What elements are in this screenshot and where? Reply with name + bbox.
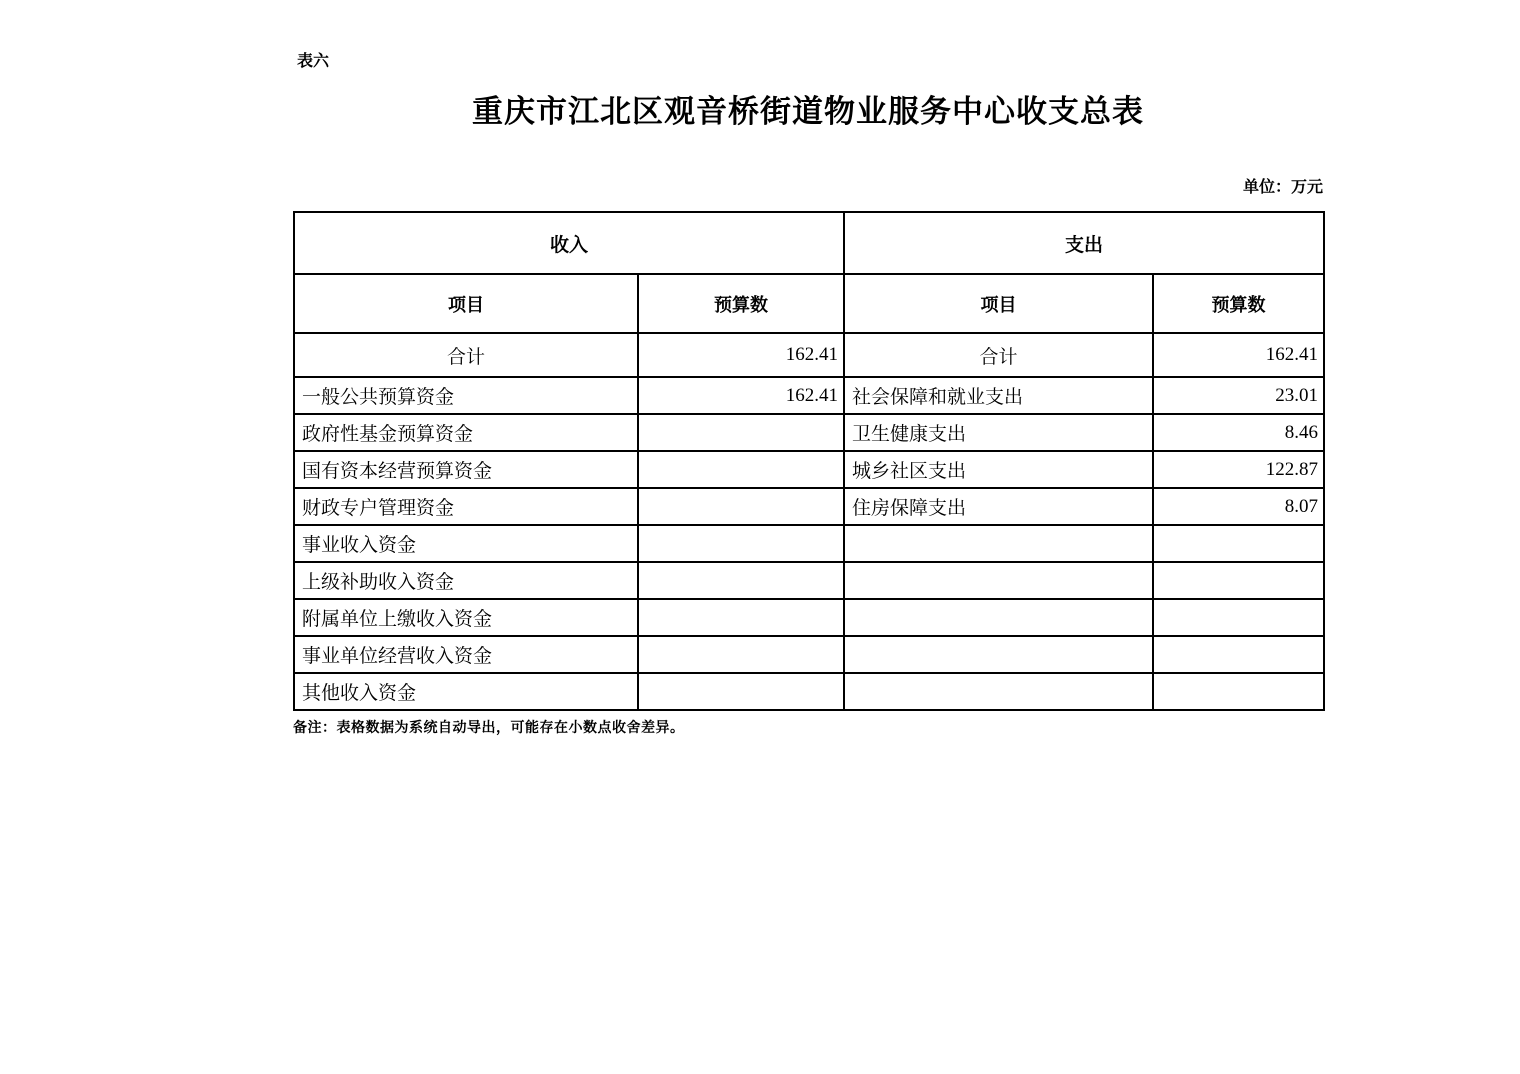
table-row bbox=[294, 525, 1324, 562]
expense-item-header: 项目 bbox=[844, 274, 1153, 333]
page-title: 重庆市江北区观音桥街道物业服务中心收支总表 bbox=[472, 94, 1144, 129]
table-row-total bbox=[294, 333, 1324, 377]
income-budget-header: 预算数 bbox=[638, 274, 844, 333]
expense-item-cell: 社会保障和就业支出 bbox=[844, 377, 1153, 414]
income-value-cell bbox=[638, 562, 844, 599]
income-value-cell bbox=[638, 451, 844, 488]
table-row bbox=[294, 414, 1324, 451]
expense-item-cell bbox=[844, 636, 1153, 673]
expense-value-cell: 8.46 bbox=[1153, 414, 1324, 451]
income-value-cell bbox=[638, 414, 844, 451]
income-item-cell: 上级补助收入资金 bbox=[294, 562, 638, 599]
income-item-cell: 政府性基金预算资金 bbox=[294, 414, 638, 451]
income-item-cell: 事业单位经营收入资金 bbox=[294, 636, 638, 673]
expense-budget-header: 预算数 bbox=[1153, 274, 1324, 333]
income-item-cell: 其他收入资金 bbox=[294, 673, 638, 710]
expense-value-cell bbox=[1153, 562, 1324, 599]
expense-item-cell bbox=[844, 673, 1153, 710]
footnote: 备注：表格数据为系统自动导出，可能存在小数点收舍差异。 bbox=[293, 721, 685, 736]
income-item-cell: 附属单位上缴收入资金 bbox=[294, 599, 638, 636]
expense-item-cell: 住房保障支出 bbox=[844, 488, 1153, 525]
table-row bbox=[294, 488, 1324, 525]
section-header-row bbox=[294, 212, 1324, 274]
table-row bbox=[294, 562, 1324, 599]
income-value-cell bbox=[638, 525, 844, 562]
table-row bbox=[294, 636, 1324, 673]
expense-value-cell: 8.07 bbox=[1153, 488, 1324, 525]
expense-value-cell bbox=[1153, 525, 1324, 562]
table-row bbox=[294, 451, 1324, 488]
income-value-cell bbox=[638, 636, 844, 673]
income-value-cell: 162.41 bbox=[638, 333, 844, 377]
income-item-cell: 合计 bbox=[294, 333, 638, 377]
income-item-cell: 财政专户管理资金 bbox=[294, 488, 638, 525]
income-section-header: 收入 bbox=[294, 212, 844, 274]
table-row bbox=[294, 673, 1324, 710]
expense-item-cell bbox=[844, 562, 1153, 599]
expense-item-cell: 卫生健康支出 bbox=[844, 414, 1153, 451]
expense-value-cell: 122.87 bbox=[1153, 451, 1324, 488]
expense-value-cell: 162.41 bbox=[1153, 333, 1324, 377]
expense-section-header: 支出 bbox=[844, 212, 1324, 274]
unit-label: 单位：万元 bbox=[1242, 179, 1323, 196]
income-value-cell bbox=[638, 488, 844, 525]
table-row bbox=[294, 377, 1324, 414]
expense-value-cell: 23.01 bbox=[1153, 377, 1324, 414]
income-value-cell bbox=[638, 599, 844, 636]
table-number-label: 表六 bbox=[297, 53, 330, 70]
income-item-cell: 国有资本经营预算资金 bbox=[294, 451, 638, 488]
table-row bbox=[294, 599, 1324, 636]
income-expense-table bbox=[293, 211, 1325, 711]
income-value-cell: 162.41 bbox=[638, 377, 844, 414]
expense-item-cell bbox=[844, 599, 1153, 636]
expense-value-cell bbox=[1153, 599, 1324, 636]
income-item-cell: 事业收入资金 bbox=[294, 525, 638, 562]
expense-value-cell bbox=[1153, 673, 1324, 710]
column-header-row bbox=[294, 274, 1324, 333]
income-item-header: 项目 bbox=[294, 274, 638, 333]
income-value-cell bbox=[638, 673, 844, 710]
expense-item-cell: 合计 bbox=[844, 333, 1153, 377]
expense-item-cell: 城乡社区支出 bbox=[844, 451, 1153, 488]
expense-value-cell bbox=[1153, 636, 1324, 673]
income-item-cell: 一般公共预算资金 bbox=[294, 377, 638, 414]
expense-item-cell bbox=[844, 525, 1153, 562]
